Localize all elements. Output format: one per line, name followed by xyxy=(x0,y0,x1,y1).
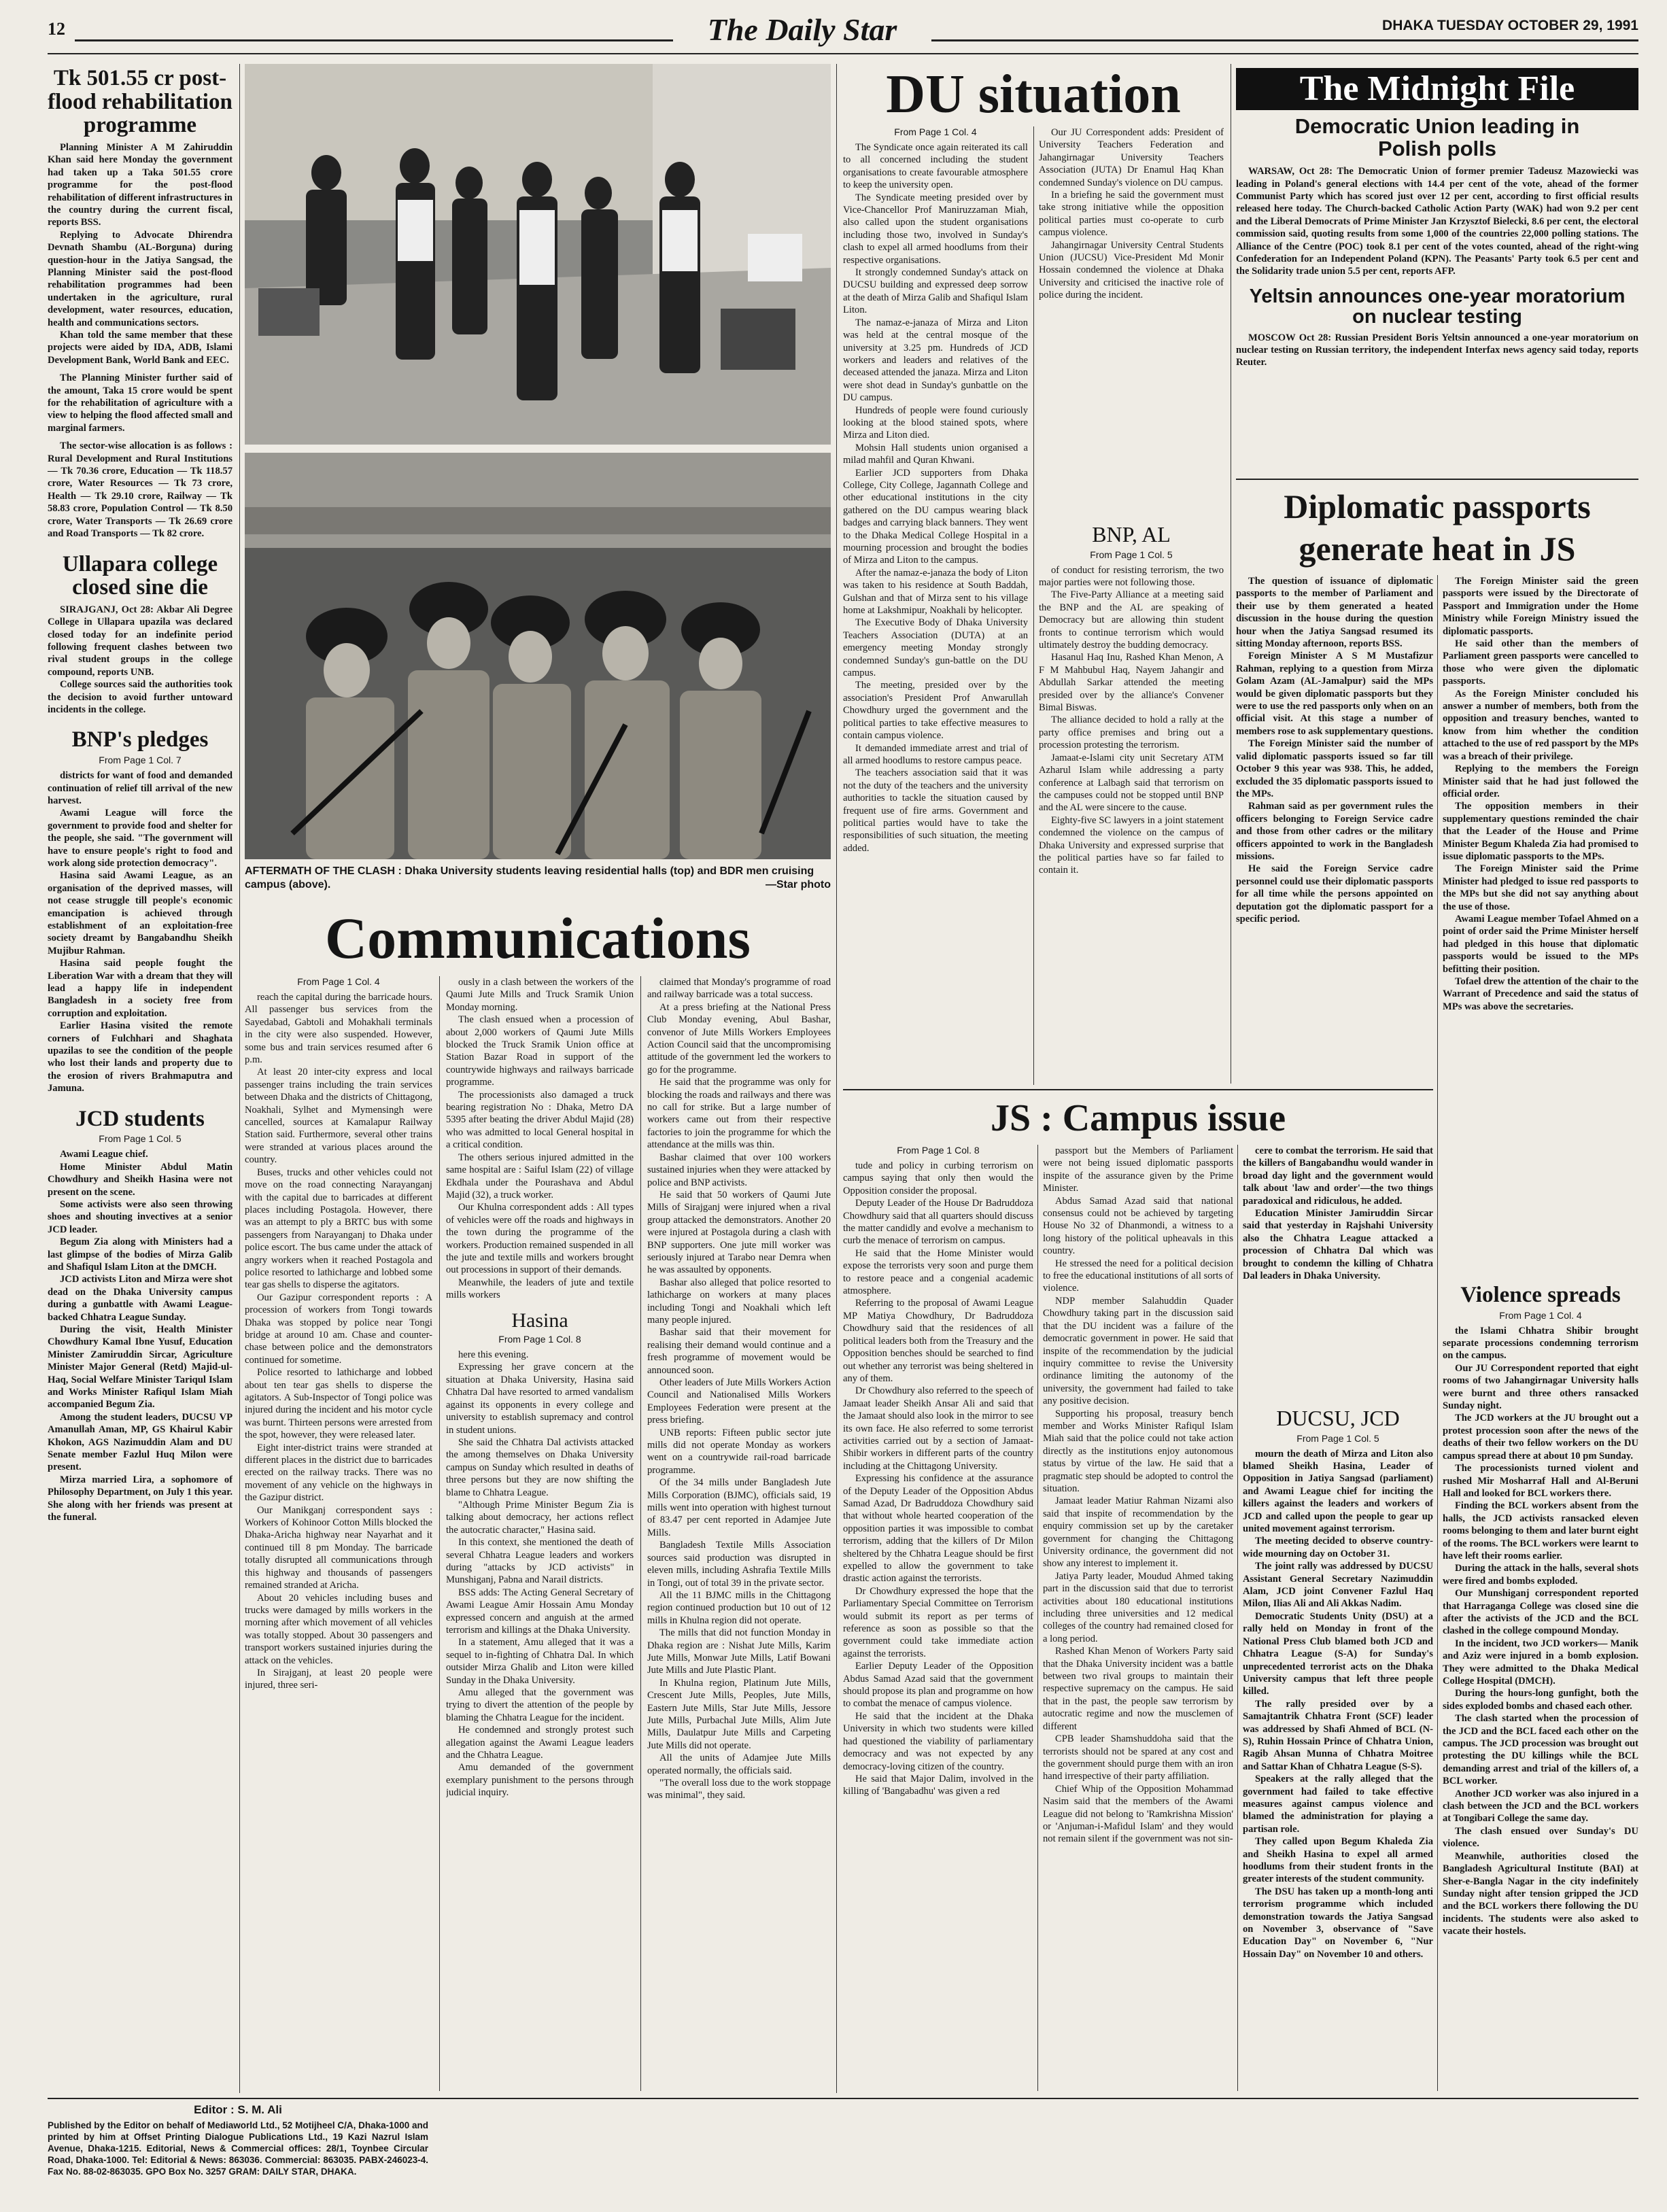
caption-text: AFTERMATH OF THE CLASH : Dhaka University students leaving residential halls (top) and BDR men cruising campus (above). xyxy=(245,865,814,891)
article-headline: DUCSU, JCD xyxy=(1276,1407,1400,1430)
article-body: WARSAW, Oct 28: The Democratic Union of former premier Tadeusz Mazowiecki was leading in Poland's general elections with 14.4 per cent of the vote, ahead of the former Communist Party which has scored just over 12 per cent, according to first official results released here today. The Church-backed Catholic Action Party (WAK) had won 9.2 per cent and the Liberal Democrats of Prime Minister Jan Krzysztof Bielecki, 8.6 per cent, the electoral commission said, quoting results from some 1,000 of the countries 22,000 polling stations. The Alliance of the Centre (POC) took 8.1 per cent of the votes counted, ahead of the right-wing Confederation for an Independent Poland (KPN). The Peasants' Party took 6.5 per cent and the Solidarity trade union 5.5 per cent, reports AFP. xyxy=(1236,166,1638,277)
imprint-box xyxy=(48,2103,428,2205)
communications-column-3 xyxy=(647,976,831,2091)
jump-line: From Page 1 Col. 4 xyxy=(1499,1309,1582,1321)
js-column-3 xyxy=(1243,1145,1433,1369)
masthead-rule-right xyxy=(931,39,1638,41)
article-headline: Yeltsin announces one-year moratorium on nuclear testing xyxy=(1249,285,1626,328)
article-body: Awami League chief. Home Minister Abdul Matin Chowdhury and Sheikh Hasina were not present on the scene. Some activists were also seen throwing shoes and shouting invectives at a senior JCD leader. Begum Zia along with Ministers had a last glimpse of the bodies of Mirza Galib and Shafiqul Islam Liton at the DMCH. JCD activists Liton and Mirza were shot dead on the Dhaka University campus during a gunbattle with Awami League-backed Chhatra League Sunday. During the visit, Health Minister Chowdhury Kamal Ibne Yusuf, Education Minister Zamiruddin Sircar, Agriculture Minister Major General (Retd) Majid-ul-Haq, Social Welfare Minister Tariqul Islam and Works Minister Rafiqul Islam Miah accompanied Begum Zia. Among the student leaders, DUCSU VP Amanullah Aman, MP, GS Khairul Kabir Khokon, AGS Nazimuddin Alam and DU Senate member Fazlul Huq Milon were present. Mirza married Lira, a sophomore of Philosophy Department, on July 1 this year. She along with her friends was present at the funeral. xyxy=(48,1149,233,1523)
jump-line: From Page 1 Col. 5 xyxy=(99,1133,182,1145)
photo-credit: —Star photo xyxy=(766,879,831,891)
article-body: mourn the death of Mirza and Liton also blamed Sheikh Hasina, Leader of Opposition in Jatiya Sangsad (parliament) and Awami League chief for inciting the killers against the leaders and workers of JCD and called upon the people to gear up united movement against terrorism. The meeting decided to observe country-wide mourning day on October 31. The joint rally was addressed by DUCSU Assistant General Secretary Nazimuddin Alam, JCD joint Convener Fazlul Haq Milon, Ilias Ali and Ali Akkas Nadim. Democratic Students Unity (DSU) at a rally held on Monday in front of the National Press Club blamed both JCD and Chhatra League (S-A) for Sunday's unprecedented terrorist acts on the Dhaka University campus that left three people killed. The rally presided over by a Samajtantrik Chhatra Front (SCF) leader was addressed by Shafi Ahmed of BCL (N-S), Ruhin Hossain Prince of Chhatra Union, Ragib Ahsan Munna of Chhatra Moitree and Sattar Khan of Chhatra League (S-S). Speakers at the rally alleged that the government had failed to take effective measures against campus violence and blamed the administration for playing a partisan role. They called upon Begum Khaleda Zia and Sheikh Hasina to expel all armed hoodlums from their student fronts in the greater interests of the student community. The DSU has taken up a month-long anti terrorism programme which included demonstration towards the Jatiya Sangsad on November 3, observance of "Save Education Day" on November 6, "Nur Hossain Day" on November 10 and others. xyxy=(1243,1448,1433,1960)
jump-line: From Page 1 Col. 5 xyxy=(1296,1432,1379,1444)
masthead-rule-bottom xyxy=(48,53,1638,54)
section-rule xyxy=(843,1089,1433,1090)
article-body: tude and policy in curbing terrorism on campus saying that only then would the Opposition consider the proposal. Deputy Leader of the House Dr Badruddoza Chowdhury said that all quarters should discuss the matter candidly and evolve a mechanism to curb the menace of terrorism on campus. He said that the Home Minister would expose the terrorists very soon and purge them to restore peace and a congenial academic atmosphere. Referring to the proposal of Awami League MP Matiya Chowdhury, Dr Badruddoza Chowdhury said that the residences of all political leaders both from the Treasury and the Opposition benches should be searched to find out whether any terrorist was being sheltered in any of them. Dr Chowdhury also referred to the speech of Jamaat leader Sheikh Ansar Ali and said that the Jamaat should also look in the mirror to see its own face. He also referred to some terrorist activities carried out by a section of Jamaat-Shibir workers in different parts of the country including at the Chittagong University. Expressing his confidence at the assurance of the Deputy Leader of the Opposition Abdus Samad Azad, Dr Badruddoza Chowdhury said that without whole hearted cooperation of the opposition parties it was impossible to combat terrorism, adding that the killers of Dr Milon sheltered by the Chhatra League should be first expelled to allow the government to take drastic action against the terrorists. Dr Chowdhury expressed the hope that the Parliamentary Special Committee on Terrorism would submit its report as per terms of reference as soon as possible so that the government could take immediate action against the terrorists. Earlier Deputy Leader of the Opposition Abdus Samad Azad said that the government should propose its plan and programme on how to combat the menace of campus violence. He said that the incident at the Dhaka University in which two students were killed had questioned the viability of parliamentary democracy and was not expected by any democracy-loving citizen of the country. He said that Major Dalim, involved in the killing of 'Bangabadhu' was given a red xyxy=(843,1160,1033,1797)
imprint-text: Published by the Editor on behalf of Mediaworld Ltd., 52 Motijheel C/A, Dhaka-1000 and printed by him at Offset Printing Dialogue Publications Ltd., 19 Kazi Nazrul Islam Avenue, Dhaka-1215. Editorial, News & Commercial offices: 28/1, Toynbee Circular Road, Dhaka-1000. Tel: Editorial & News: 863036. Commercial: 863035. PABX-246023-4. Fax No. 88-02-863035. GPO Box No. 3257 GRAM: DAILY STAR, DHAKA. xyxy=(48,2120,428,2177)
article-headline: Democratic Union leading in Polish polls xyxy=(1294,116,1580,160)
article-body: ously in a clash between the workers of the Qaumi Jute Mills and Truck Sramik Union Monday morning. The clash ensued when a procession of about 2,000 workers of Qaumi Jute Mills blocked the Truck Sramik Union office at Station Bazar Road in support of the countrywide highways and railways barricade programme. The processionists also damaged a truck bearing registration No : Dhaka, Metro DA 5395 after beating the driver Abdul Majid (28) who was admitted to local General hospital in a critical condition. The others serious injured admitted in the same hospital are : Saiful Islam (22) of village Ekdhala under the Pourashava and Abdul Majid (32), a truck worker. Our Khulna correspondent adds : All types of vehicles were off the roads and highways in the town during the programme of the workers. Production remained suspended in all the jute and textile mills and workers brought out processions in support of their demands. Meanwhile, the leaders of jute and textile mills workers xyxy=(446,977,634,1301)
masthead-rule-left xyxy=(75,39,673,41)
article-headline: Hasina xyxy=(511,1309,568,1332)
jump-line: From Page 1 Col. 8 xyxy=(498,1334,581,1345)
js-column-1 xyxy=(843,1145,1033,2091)
violence-spreads-article xyxy=(1443,1283,1638,2091)
bnp-al-article xyxy=(1039,523,1224,1088)
midnight-file-box xyxy=(1236,116,1638,472)
photo-bdr-men xyxy=(245,453,831,859)
jump-line: From Page 1 Col. 7 xyxy=(99,755,182,766)
jump-line: From Page 1 Col. 4 xyxy=(297,976,380,987)
diplomatic-passports-headline: Diplomatic passports generate heat in JS xyxy=(1284,487,1591,568)
article-headline: JCD students xyxy=(75,1106,205,1131)
column-divider xyxy=(1437,575,1438,2091)
article-body: districts for want of food and demanded continuation of relief till arrival of the new harvest. Awami League will force the government to provide food and shelter for the people, she said. "The government will have to ensure people's right to food and work along side protection democracy". Hasina said Awami League, as an organisation of the deprived masses, will not cease struggle till people's economic emancipation is achieved through establishment of an exploitation-free society dreamt by Bangabandhu Sheikh Mujibur Rahman. Hasina said people fought the Liberation War with a dream that they will lead a happy life in independent Bangladesh in a society free from corruption and exploitation. Earlier Hasina visited the remote corners of Fulchhari and Shaghata upazilas to see the condition of the people who lost their lands and property due to the erosion of rivers Brahmaputra and Jamuna. xyxy=(48,770,233,1094)
page-number: 12 xyxy=(48,19,65,39)
section-rule xyxy=(1236,479,1638,480)
photo-1-image xyxy=(245,64,831,445)
du-column-2 xyxy=(1039,126,1224,507)
photo-students-leaving xyxy=(245,64,831,445)
photo-caption xyxy=(245,865,831,895)
article-body: SIRAJGANJ, Oct 28: Akbar Ali Degree College in Ullapara upazila was declared closed today for an indefinite period following frequent clashes between two rival student groups in the college compound, reports UNB. College sources said the authorities took the decision to avoid further untoward incidents in the college. xyxy=(48,604,233,716)
communications-headline: Communications xyxy=(325,905,751,971)
jump-line: From Page 1 Col. 5 xyxy=(1090,549,1173,560)
column-divider xyxy=(439,976,440,2091)
article-body: MOSCOW Oct 28: Russian President Boris Yeltsin announced a one-year moratorium on nuclear testing on Russian territory, the independent Interfax news agency said today, reports Reuter. xyxy=(1236,332,1638,368)
column-divider xyxy=(640,976,641,2091)
column-divider xyxy=(1033,126,1034,1085)
imprint-rule xyxy=(48,2098,1638,2099)
article-body: Our JU Correspondent adds: President of University Teachers Federation and Jahangirnagar University Teachers Association (JUTA) Dr Enamul Haq Khan condemned Sunday's violence on DU campus. In a briefing he said the government must take strong initiative while the opposition political parties must co-operate to curb campus violence. Jahangirnagar University Central Students Union (JUCSU) Vice-President Md Monir Hossain condemned the violence at Dhaka University and criticised the inactive role of police during the incident. xyxy=(1039,127,1224,301)
article-headline: BNP's pledges xyxy=(71,727,209,753)
article-body: claimed that Monday's programme of road and railway barricade was a total success. At a press briefing at the National Press Club Monday evening, Abul Bashar, convenor of Jute Mills Workers Employees Action Council said that the uncompromising attitude of the government led the workers to go for the programme. He said that the programme was only for blocking the roads and railways and there was no call for strike. But a large number of workers came out from their respective factories to join the programme for which the attendance at the mills was thin. Bashar claimed that over 100 workers sustained injuries when they were attacked by police and BNP activists. He said that 50 workers of Qaumi Jute Mills of Sirajganj were injured when a rival group attacked the demonstrators. Another 20 were injured at Postagola during a clash with BNP supporters. One jute mill worker was seriously injured at Tarabo near Demra when he was assaulted by opponents. Bashar also alleged that police resorted to lathicharge on workers at many places including Tongi and Noakhali which left many people injured. Bashar said that their movement for realising their demand would continue and a fresh programme of movement would be announced soon. Other leaders of Jute Mills Workers Action Council and Nationalised Mills Workers Employees Federation were present at the press briefing. UNB reports: Fifteen public sector jute mills did not operate Monday as workers went on a countrywide rail-road barricade programme. Of the 34 mills under Bangladesh Jute Mills Corporation (BJMC), officials said, 19 mills went into operation with highest turnout of 83.47 per cent reported in Adamjee Jute Mills. Bangladesh Textile Mills Association sources said production was disrupted in eleven mills, including Ashrafia Textile Mills in Tongi, out of total 39 in the private sector. All the 11 BJMC mills in the Chittagong region continued production but 10 out of 12 mills in Khulna region did not operate. The mills that did not function Monday in Dhaka region are : Nishat Jute Mills, Karim Jute Mills, Monwar Jute Mills, Latif Bowani Jute Mills and Jute Plastic Plant. In Khulna region, Platinum Jute Mills, Crescent Jute Mills, Peoples, Jute Mills, Eastern Jute Mills, Star Jute Mills, Jessore Jute Mills, Purbachal Jute Mills, Alim Jute Mills, Daulatpur Jute Mills and Carpeting Jute Mills did not operate. All the units of Adamjee Jute Mills operated normally, the officials said. "The overall loss due to the work stoppage was minimal", they said. xyxy=(647,977,831,1801)
column-divider xyxy=(239,64,240,2093)
jump-line: From Page 1 Col. 8 xyxy=(897,1145,980,1156)
diplomatic-column-2 xyxy=(1443,575,1638,1282)
article-body: Planning Minister A M Zahiruddin Khan said here Monday the government had taken up a Taka 501.55 crore programme for the post-flood rehabilitation of different infrastructures in the country during the current fiscal, reports BSS. Replying to Advocate Dhirendra Devnath Shambu (AL-Borguna) during question-hour in the Jatiya Sangsad, the Planning Minister said the post-flood rehabilitation programmes had been undertaken in the agriculture, rural development, water resources, education, health and communications sectors. Khan told the same member that these projects were aided by IDA, ADB, Islami Development Bank, World Bank and EEC. The Planning Minister further said of the amount, Taka 15 crore would be spent for the rehabilitation of agriculture with a view to helping the flood affected small and marginal farmers. The sector-wise allocation is as follows : Rural Development and Rural Institutions — Tk 70.36 crore, Education — Tk 118.57 crore, Water Resources — Tk 73 crore, Health — Tk 29.10 crore, Railway — Tk 58.83 crore, Population Control — Tk 8.50 crore, Water Transports — Tk 26.69 crore and Road Transports — Tk 82 crore. xyxy=(48,141,233,540)
article-body: here this evening. Expressing her grave concern at the situation at Dhaka University, Hasina said Chhatra Dal have resorted to armed vandalism against its opponents in every college and university to establish supremacy and control in student unions. She said the Chhatra Dal activists attacked the among themselves on Dhaka University campus on Sunday which resulted in deaths of three persons but they are now shifting the blame to Chhatra League. "Although Prime Minister Begum Zia is talking about democracy, her actions reflect the autocratic character," Hasina said. In this context, she mentioned the death of several Chhatra League leaders and workers during "attacks by JCD activists" in Munshiganj, Pabna and Narail districts. BSS adds: The Acting General Secretary of Awami League Amir Hossain Amu Monday expressed concern and anguish at the armed terrorism and killings at the Dhaka University. In a statement, Amu alleged that it was a sequel to in-fighting of Chhatra Dal. In which outsider Mirza Ghalib and Liton were killed Sunday in the Dhaka University. Amu alleged that the government was trying to divert the attention of the people by blaming the Chhatra League for the incident. He condemned and strongly protest such allegation against the Awami League leaders and the Chhatra League. Amu demanded of the government exemplary punishment to the persons through judicial inquiry. xyxy=(446,1349,634,1799)
editor-line: Editor : S. M. Ali xyxy=(194,2103,282,2116)
jump-line: From Page 1 Col. 4 xyxy=(894,126,977,137)
article-body: The Syndicate once again reiterated its call to all concerned including the student organisations to create favourable atmosphere to keep the university open. The Syndicate meeting presided over by Vice-Chancellor Prof Maniruzzaman Miah, also called upon the student organisations including those two, involved in Sunday's clash to expel all armed hoodlums from their respective organisations. It strongly condemned Sunday's attack on DUCSU building and expressed deep sorrow at the death of Mirza Galib and Shafiqul Islam Liton. The namaz-e-janaza of Mirza and Liton was held at the central mosque of the university at 3.25 pm. Hundreds of JCD workers and leaders and relatives of the deceased attended the janaza. Mirza and Liton were shot dead in Sunday's gunbattle on the DU campus. Hundreds of people were found curiously looking at the blood stained spots, where Mirza and Liton died. Mohsin Hall students union organised a milad mahfil and Quran Khwani. Earlier JCD supporters from Dhaka College, City College, Jagannath College and other educational institutions in the city gathered on the DU campus wearing black badges and carrying black banners. They went to the Dhaka Medical College Hospital in a mourning procession and brought the bodies of Mirza and Liton to the campus. After the namaz-e-janaza the body of Liton was taken to his residence at South Baddah, Gulshan and that of Mirza sent to his village home at Lakshmipur, Noakhali by helicopter. The Executive Body of Dhaka University Teachers Association (DUTA) at an emergency meeting Monday strongly condemned Sunday's gun-battle on the DU campus. The meeting, presided over by the association's President Prof Anwarullah Chowdhury urged the government and the political parties to take effective measures to contain campus violence. It demanded immediate arrest and trial of all armed hoodlums to restore campus peace. The teachers association said that it was not the duty of the teachers and the university authorities to tackle the situation caused by frequent use of fire arms. Government and political parties would have to take the responsibilities of such situation, the meeting added. xyxy=(843,142,1028,854)
ducsu-jcd-article xyxy=(1243,1407,1433,2091)
photo-2-image xyxy=(245,453,831,859)
js-column-2 xyxy=(1043,1145,1233,2091)
du-column-1 xyxy=(843,126,1028,1085)
article-body: cere to combat the terrorism. He said that the killers of Bangabandhu would wander in broad day light and the government would talk about 'law and order'—the two things paradoxical and ridiculous, he added. Education Minister Jamiruddin Sircar said that yesterday in Rajshahi University also the Chhatra League attacked a procession of Chhatra Dal which was brought to condemn the killing of Chhatra Dal leaders in Dhaka University. xyxy=(1243,1145,1433,1282)
js-campus-issue-headline: JS : Campus issue xyxy=(990,1097,1286,1139)
article-headline: Tk 501.55 cr post-flood rehabilitation programme xyxy=(48,66,233,138)
column-divider xyxy=(1037,1145,1038,2091)
article-body: of conduct for resisting terrorism, the two major parties were not following those. The Five-Party Alliance at a meeting said the BNP and the AL are speaking of Democracy but are allowing thin student fronts to continue terrorism which would ultimately destroy the budding democracy. Hasanul Haq Inu, Rashed Khan Menon, A F M Mahbubul Haq, Nayem Jahangir and Abdullah Sarkar attended the meeting presided over by the alliance's Convener Bimal Biswas. The alliance decided to hold a rally at the party office premises and bring out a procession protesting the terrorism. Jamaat-e-Islami city unit Secretary ATM Azharul Islam while addressing a party conference at Lalbagh said that terrorism on the campuses could not be stopped until BNP and the AL were sincere to the cause. Eighty-five SC lawyers in a joint statement condemned the violence on the campus of Dhaka University and expressed surprise that the political parties have so far failed to contain it. xyxy=(1039,564,1224,876)
masthead-title: The Daily Star xyxy=(707,12,897,47)
article-body: reach the capital during the barricade hours. All passenger bus services from the Sayedabad, Gabtoli and Mohakhali terminals in the city were also suspended. However, some bus and train services resumed after 6 p.m. At least 20 inter-city express and local passenger trains including the train services between Dhaka and the districts of Chittagong, Noakhali, Sylhet and Mymensingh were cancelled, sources at Kamalapur Railway Station said. Furthermore, several other trains were stranded at various places around the country. Buses, trucks and other vehicles could not move on the road connecting Narayanganj with the capital due to barricades at different places including Postagola. However, there was an attempt to ply a BRTC bus with some passengers from Narayanganj to Dhaka under police escort. The bus came under the attack of angry workers when it reached Postagola and police resorted to lathicharge and lobbed some tear gas shells to disperse the agitators. Our Gazipur correspondent reports : A procession of workers from Tongi towards Dhaka was stopped by police near Tongi bridge at around 10 am. Chase and counter-chase between police and the demonstrators continued for sometime. Police resorted to lathicharge and lobbed about ten tear gas shells to disperse the agitators. A Sub-Inspector of Tongi police was injured during the incident and his motor cycle was burnt. Thirteen persons were arrested from the spot, however, they were released later. Eight inter-district trains were stranded at different places in the district due to barricades erected on the railway tracks. There was no movement of any vehicle on the highways in the Gazipur district. Our Manikganj correspondent says : Workers of Kohinoor Cotton Mills blocked the Dhaka-Aricha highway near Nayarhat and it continued till 8 pm Monday. The barricade totally disrupted all communications through this highway and thousands of passengers remained stranded at Aricha. About 20 vehicles including buses and trucks were damaged by mills workers in the morning after which movement of all vehicles was totally stopped. About 30 passengers and transport workers sustained injuries during the attack on the vehicles. In Sirajganj, at least 20 people were injured, three seri- xyxy=(245,992,432,1691)
article-body: passport but the Members of Parliament were not being issued diplomatic passports inspite of the assurance given by the Prime Minister. Abdus Samad Azad said that national consensus could not be achieved by targeting House No 32 of Dhanmondi, a witness to a long history of the political upheavals in this country. He stressed the need for a political decision to free the educational institutions of all sorts of violence. NDP member Salahuddin Quader Chowdhury taking part in the discussion said that the DU incident was a failure of the democratic government in power. He said that inspite of the recommendation by the judicial inquiry committee to revise the University ordinance limiting the autonomy of the university, the government had failed to take any positive decision. Supporting his proposal, treasury bench member and Works Minister Rafiqul Islam Miah said that the police could not take action directly as the institutions enjoy autonomous status by virtue of the law. He said that a pragmatic step should be adopted to control the situation. Jamaat leader Matiur Rahman Nizami also said that inspite of recommendation by the enquiry commission set up by the caretaker government for changing the Chittagong University ordinance, the government did not show any interest to implement it. Jatiya Party leader, Moudud Ahmed taking part in the discussion said that due to terrorist activities about 180 educational institutions including three universities and 12 medical colleges of the country had remained closed for a long period. Rashed Khan Menon of Workers Party said that the Dhaka University incident was a battle between two rival groups to maintain their respective supremacy on the campus. He said that in the past, the people saw terrorism by autocratic regime and now the musclemen of different CPB leader Shamshuddoha said that the terrorists should not be spared at any cost and the government should purge them with an iron hand irrespective of their party affiliation. Chief Whip of the Opposition Mohammad Nasim said that the members of the Awami League did not belong to 'Ramkrishna Mission' or 'Anjuman-i-Mafidul Islam' and they would not remain silent if the government was not sin- xyxy=(1043,1145,1233,1845)
du-situation-headline: DU situation xyxy=(886,65,1181,124)
column-divider xyxy=(836,64,837,2093)
communications-column-1 xyxy=(245,976,432,2091)
column-1 xyxy=(48,64,233,2093)
dateline: DHAKA TUESDAY OCTOBER 29, 1991 xyxy=(1382,18,1638,33)
midnight-file-banner: The Midnight File xyxy=(1236,68,1638,110)
article-headline: Ullapara college closed sine die xyxy=(62,551,218,600)
article-headline: BNP, AL xyxy=(1092,523,1171,547)
column-divider xyxy=(1237,1145,1238,2091)
article-body: the Islami Chhatra Shibir brought separate processions condemning terrorism on the campus. Our JU Correspondent reported that eight rooms of two Jahangirnagar University halls were burnt and three others ransacked Sunday night. The JCD workers at the JU brought out a protest procession soon after the news of the deaths of their two fellow workers on the DU campus spread there at about 10 pm Sunday. The processionists turned violent and rushed Mir Mosharraf Hall and Al-Beruni Hall and looked for BCL workers there. Finding the BCL workers absent from the halls, the JCD activists ransacked eleven rooms belonging to them and later burnt eight of the rooms. The BCL workers were learnt to have left their rooms earlier. During the attack in the halls, several shots were fired and bombs exploded. Our Munshiganj correspondent reported that Harraganga College was closed sine die after the activists of the JCD and the BCL clashed in the college compound Monday. In the incident, two JCD workers— Manik and Aziz were injured in a bomb explosion. They were admitted to the Dhaka Medical College Hospital (DMCH). During the hours-long gunfight, both the sides exploded bombs and chased each other. The clash started when the procession of the JCD and the BCL faced each other on the campus. The JCD procession was brought out protesting the DU killings while the BCL demanding arrest and trial of the killers of, a BCL worker. Another JCD worker was also injured in a clash between the JCD and the BCL workers at Tongibari College the same day. The clash ensued over Sunday's DU violence. Meanwhile, authorities closed the Bangladesh Agricultural Institute (BAI) at Sher-e-Bangla Nagar in the city indefinitely Sunday night after tension gripped the JCD and the BCL workers there following the DU incidents. The students were also asked to vacate their hostels. xyxy=(1443,1325,1638,1937)
article-headline: Violence spreads xyxy=(1460,1283,1621,1307)
diplomatic-column-1 xyxy=(1236,575,1433,1085)
communications-column-2 xyxy=(446,976,634,2091)
article-body: The Foreign Minister said the green passports were issued by the Directorate of Passport and Immigration under the Home Ministry while Foreign Ministry issued the diplomatic passports. He said other than the members of Parliament green passports were cancelled to those who were given the diplomatic passports. As the Foreign Minister concluded his answer a number of members, both from the opposition and treasury benches, wanted to know from him whether the condition attached to the use of red passport by the MPs was a breach of their privilege. Replying to the members the Foreign Minister said that he had just followed the official order. The opposition members in their supplementary questions reminded the chair that the Leader of the House and Prime Minister Begum Khaleda Zia had promised to issue diplomatic passports to the MPs. The Foreign Minister said the Prime Minister had pledged to issue red passports to the MPs but she did not say anything about the use of those. Awami League member Tofael Ahmed on a point of order said the Prime Minister herself had pledged in this house that diplomatic passports would be issued to the MPs befitting their position. Tofael drew the attention of the chair to the Warrant of Precedence and said the status of MPs was above the secretaries. xyxy=(1443,576,1638,1012)
article-body: The question of issuance of diplomatic passports to the member of Parliament and their use by them generated a heated discussion in the house during the question hour when the Jatiya Sangsad resumed its sitting Monday afternoon, reports BSS. Foreign Minister A S M Mustafizur Rahman, replying to a question from Mirza Golam Azam (AL-Jamalpur) said the MPs would be given diplomatic passports but they were to use the red passports only when on an official visit. At this stage a number of members rose to ask supplementary questions. The Foreign Minister said the number of valid diplomatic passports issued so far till October 9 this year was 938. This, he added, excluded the 35 diplomatic passports issued to the MPs. Rahman said as per government rules the officers belonging to Foreign Service cadre and those from other cadres or the military officers appointed to work in the Bangladesh missions. He said the Foreign Service cadre personnel could use their diplomatic passports for all time while the persons appointed on deputation got the diplomatic passport for a specific period. xyxy=(1236,576,1433,924)
